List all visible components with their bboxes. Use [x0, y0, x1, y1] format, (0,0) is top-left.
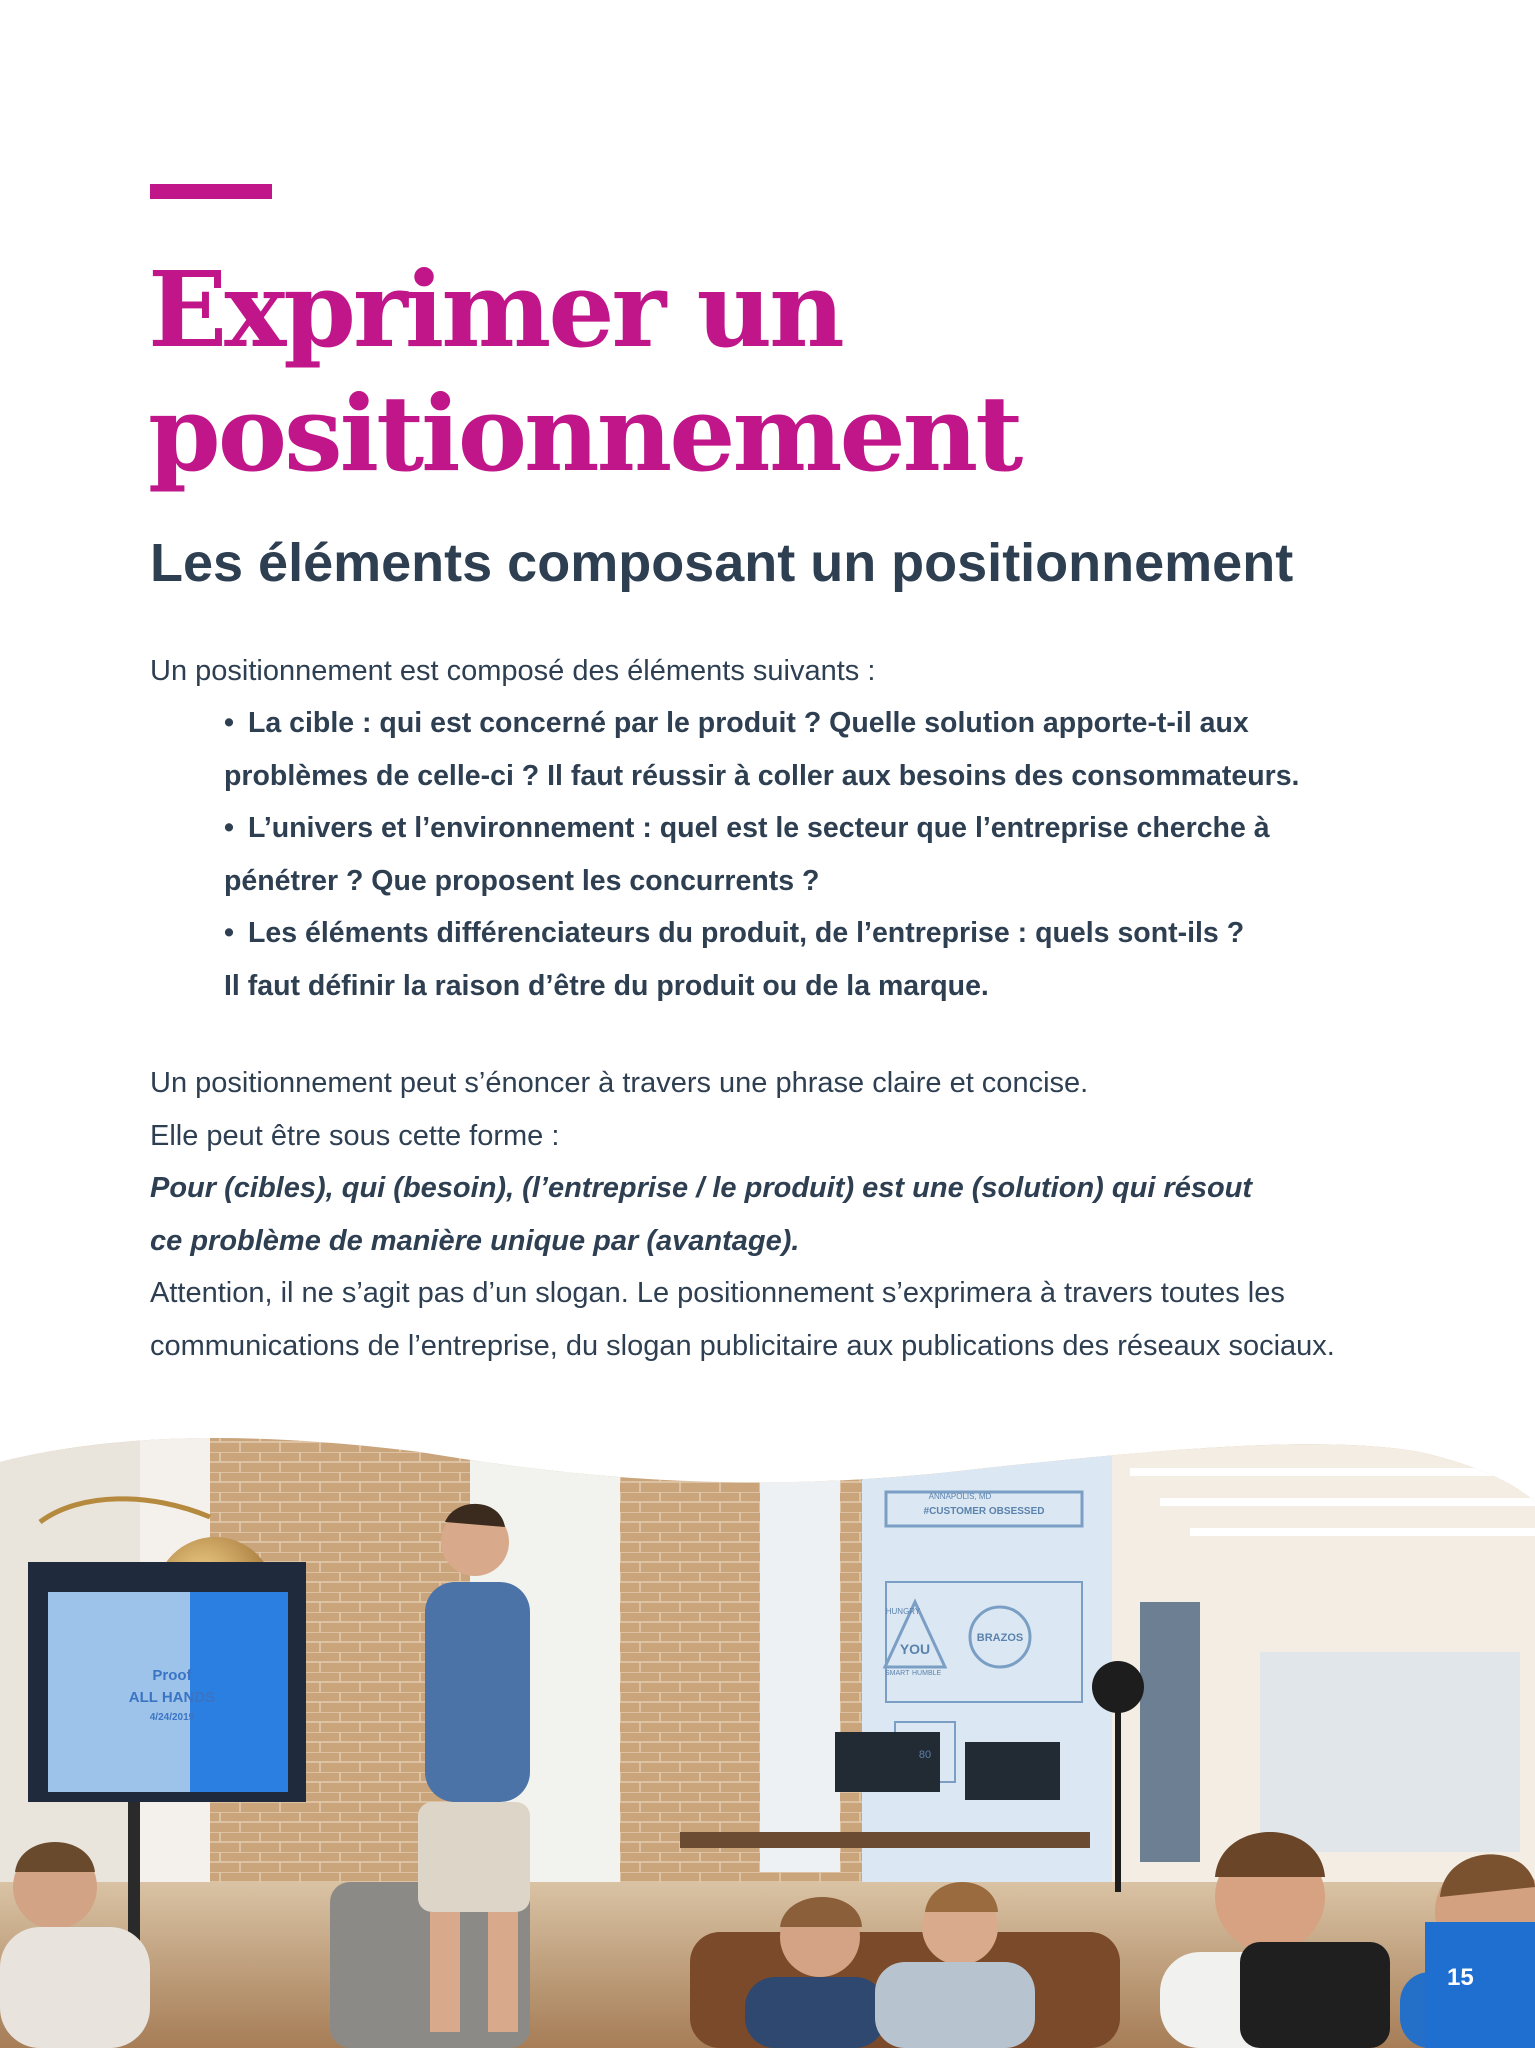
mural-text: SMART	[885, 1670, 910, 1677]
bullet-line: La cible : qui est concerné par le produit ? Quelle solution apporte-t-il aux	[247, 707, 1249, 739]
paragraph-line: Un positionnement peut s’énoncer à travers une phrase claire et concise.	[150, 1067, 1089, 1099]
list-item	[224, 907, 1454, 1012]
page-title	[148, 248, 1298, 496]
note-line: communications de l’entreprise, du slogan publicitaire aux publications des réseaux sociaux.	[150, 1329, 1335, 1362]
formula-line: Pour (cibles), qui (besoin), (l’entreprise / le produit) est une (solution) qui résout	[150, 1172, 1253, 1204]
intro-paragraph	[150, 645, 1410, 698]
bullet-marker: •	[224, 917, 234, 949]
formula-line: ce problème de manière unique par (avantage).	[150, 1224, 800, 1257]
mural-text: HUNGRY	[885, 1607, 921, 1616]
bullet-marker: •	[224, 707, 234, 739]
bullet-line: Les éléments différenciateurs du produit, de l’entreprise : quels sont-ils ?	[247, 917, 1245, 949]
intro-text: Un positionnement est composé des éléments suivants :	[150, 655, 876, 687]
mural-text: ANNAPOLIS, MD	[928, 1492, 992, 1501]
mural-text: 80	[918, 1749, 932, 1761]
positioning-elements-list	[224, 697, 1454, 1012]
page-number: 15	[1447, 1964, 1474, 1991]
screen-text-line: ALL HANDS	[128, 1689, 216, 1706]
list-item	[224, 697, 1454, 802]
mural-text: #CUSTOMER OBSESSED	[923, 1506, 1045, 1517]
office-meeting-photo	[0, 1432, 1535, 2048]
mural-text: BRAZOS	[976, 1632, 1024, 1644]
mural-text: HUMBLE	[912, 1670, 942, 1677]
positioning-statement-paragraph	[150, 1057, 1410, 1372]
page-title-text: Exprimer un positionnement	[148, 248, 1021, 495]
list-item	[224, 802, 1454, 907]
bullet-line: problèmes de celle-ci ? Il faut réussir à coller aux besoins des consommateurs.	[224, 759, 1300, 792]
section-subtitle: Les éléments composant un positionnement	[150, 533, 1294, 593]
title-accent-bar	[150, 184, 272, 199]
bullet-marker: •	[224, 812, 234, 844]
note-line: Attention, il ne s’agit pas d’un slogan. Le positionnement s’exprimera à travers toutes les	[150, 1277, 1285, 1309]
bullet-line: L’univers et l’environnement : quel est le secteur que l’entreprise cherche à	[247, 812, 1270, 844]
paragraph-line: Elle peut être sous cette forme :	[150, 1119, 560, 1152]
bullet-line: pénétrer ? Que proposent les concurrents ?	[224, 864, 820, 897]
screen-text-line: 4/24/2019	[149, 1712, 195, 1723]
page-number-badge	[1425, 1922, 1535, 2048]
bullet-line: Il faut définir la raison d’être du produit ou de la marque.	[224, 969, 989, 1002]
mural-text: YOU	[899, 1641, 931, 1657]
screen-text-line: Proof	[152, 1667, 192, 1684]
